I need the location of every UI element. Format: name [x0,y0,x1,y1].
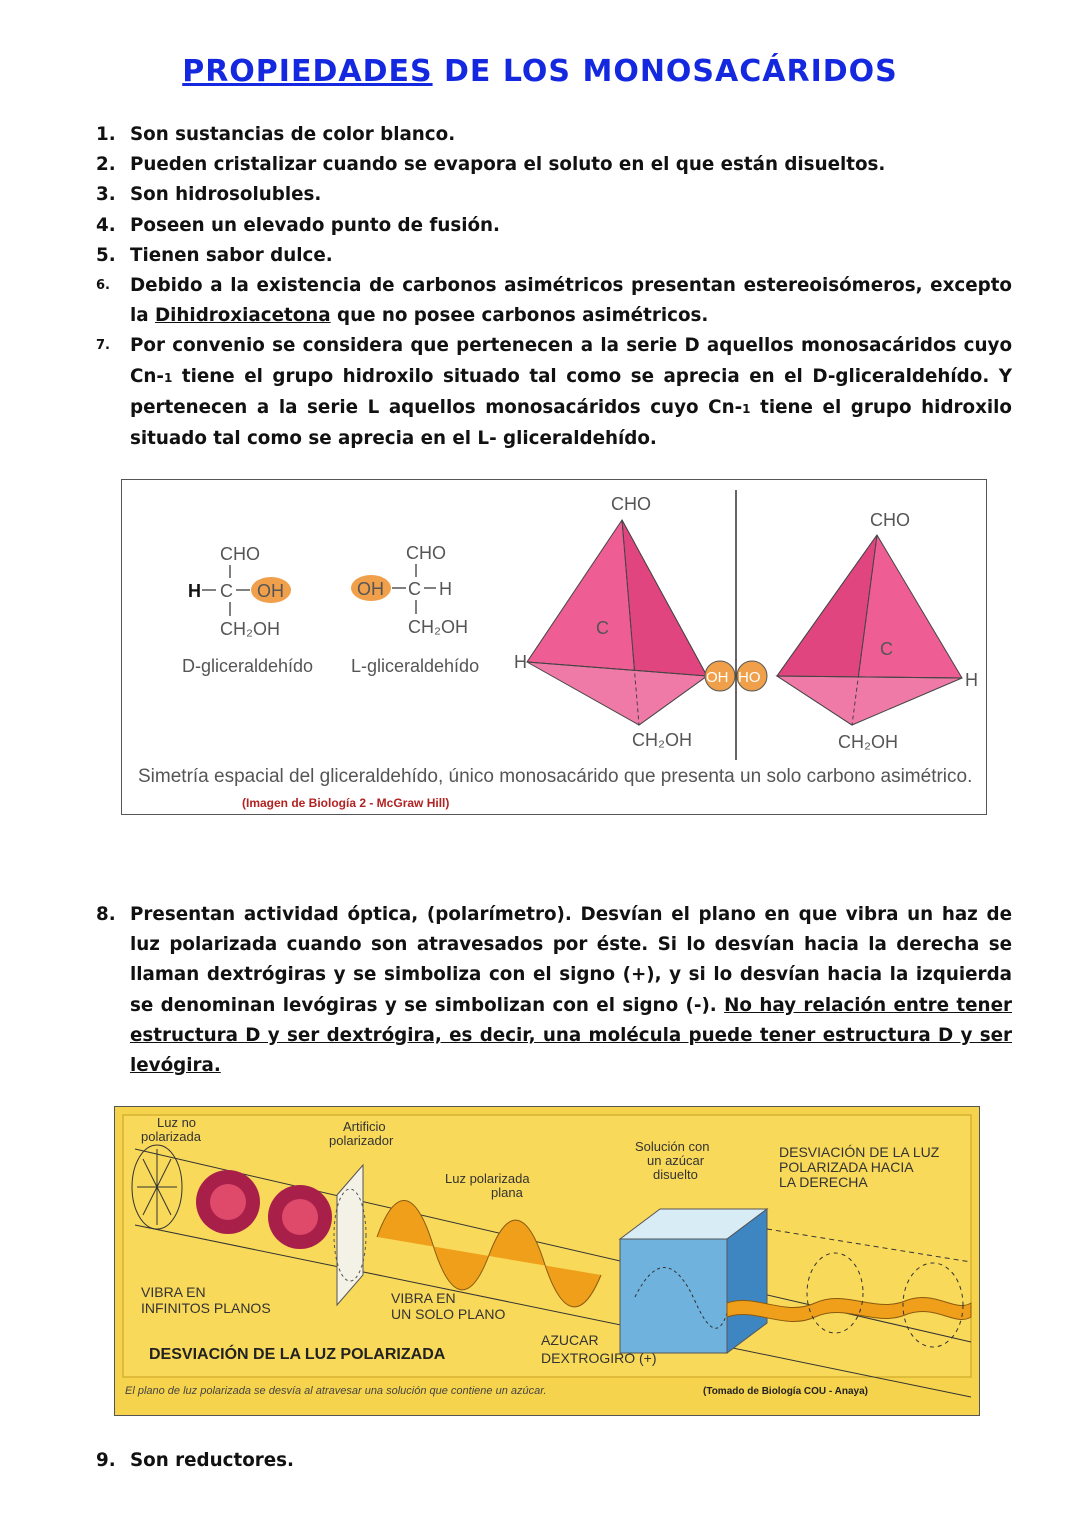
label-vibra-infinitos-1: VIBRA EN [141,1284,206,1300]
figure1-caption: Simetría espacial del gliceraldehído, único monosacárido que presenta un solo carbono asimétrico. [138,766,973,787]
figure2-heading: DESVIACIÓN DE LA LUZ POLARIZADA [149,1346,446,1363]
list-item: 1. Son sustancias de color blanco. [96,124,456,145]
figure2-caption: El plano de luz polarizada se desvía al atravesar una solución que contiene un azúcar. [125,1385,547,1397]
d-c-label: C [220,581,233,601]
polarized-light-diagram [115,1107,979,1415]
left-oh-text: OH [706,669,729,686]
figure2-credit: (Tomado de Biología COU - Anaya) [703,1386,869,1397]
label-desviacion-2: POLARIZADA HACIA [779,1159,914,1175]
list-item: 8. Presentan actividad óptica, (polarímetro). Desvían el plano en que vibra un haz de luz polarizada cuando son atravesados por éste. Si lo desvían hacia la derecha se llaman dextrógiras y se simboliza con el signo (+), y si lo desvían hacia la izquierda se denominan levógiras y se simbolizan con el signo (-). No hay relación entre tener estructura D y ser dextrógira, es decir, una molécula puede tener estructura D y ser levógira. [96,904,1012,1077]
polarized-light-figure [114,1106,980,1416]
l-oh-label: OH [357,579,384,599]
l-glyceraldehyde-label: L-gliceraldehído [351,656,480,676]
l-h-label: H [439,579,452,599]
list-item: 9. Son reductores. [96,1450,294,1471]
label-dextrogiro: DEXTROGIRO (+) [541,1350,657,1366]
label-luz-no: Luz no [157,1115,197,1130]
left-h-label: H [514,652,527,672]
label-desviacion-3: LA DERECHA [779,1174,868,1190]
label-un-azucar: un azúcar [647,1153,705,1168]
d-ch2oh-label: CH₂OH [220,619,280,639]
underlined-note: No hay relación entre tener estructura D y ser dextrógira, es decir, una molécula puede tener estructura D y ser levógira. [130,994,1012,1077]
right-ch2oh-label: CH₂OH [838,732,898,752]
label-azucar: AZUCAR [541,1332,599,1348]
list-item: 6. Debido a la existencia de carbonos asimétricos presentan estereoisómeros, excepto la Dihidroxiacetona que no posee carbonos asimétricos. [96,275,1012,327]
label-disuelto: disuelto [653,1167,698,1182]
list-item: 2. Pueden cristalizar cuando se evapora el soluto en el que están disueltos. [96,154,886,176]
label-vibra-uno-2: UN SOLO PLANO [391,1306,506,1322]
list-item: 7. Por convenio se considera que pertenecen a la serie D aquellos monosacáridos cuyo Cn-1 tiene el grupo hidroxilo situado tal como se aprecia en el D-gliceraldehído. Y pertenecen a la serie L aquellos monosacáridos cuyo Cn-1 tiene el grupo hidroxilo situado tal como se aprecia en el L- gliceraldehído. [96,335,1012,450]
glyceraldehyde-figure [121,479,987,815]
right-cho-label: CHO [870,510,910,530]
page-title: PROPIEDADES DE LOS MONOSACÁRIDOS [182,54,898,89]
label-polarizada: polarizada [141,1129,201,1144]
right-tetrahedron [777,535,962,725]
properties-list-middle [96,900,1012,1081]
label-artificio: Artificio [343,1119,386,1134]
right-c-label: C [880,639,893,659]
list-item: 5. Tienen sabor dulce. [96,244,333,266]
label-polarizador: polarizador [329,1133,394,1148]
dihidroxiacetona-term: Dihidroxiacetona [154,305,331,327]
label-luz-polarizada: Luz polarizada [445,1171,530,1186]
right-h-label: H [965,670,978,690]
left-ch2oh-label: CH₂OH [632,730,692,750]
d-cho-label: CHO [220,544,260,564]
label-vibra-uno-1: VIBRA EN [391,1290,456,1306]
right-ho-text: HO [738,669,761,686]
l-cho-label: CHO [406,543,446,563]
left-tetrahedron [527,520,707,725]
label-desviacion-1: DESVIACIÓN DE LA LUZ [779,1144,940,1160]
glyceraldehyde-diagram [122,480,986,814]
label-plana: plana [491,1185,523,1200]
d-glyceraldehyde-label: D-gliceraldehído [182,656,314,676]
left-cho-label: CHO [611,494,651,514]
l-c-label: C [408,579,421,599]
list-item: 3. Son hidrosolubles. [96,184,322,206]
properties-list-bottom [96,1446,1012,1476]
label-vibra-infinitos-2: INFINITOS PLANOS [141,1300,271,1316]
left-c-label: C [596,618,609,638]
list-item: 4. Poseen un elevado punto de fusión. [96,214,500,236]
d-oh-label: OH [257,581,284,601]
l-ch2oh-label: CH₂OH [408,617,468,637]
figure1-credit: (Imagen de Biología 2 - McGraw Hill) [242,796,450,810]
d-h-label: H [188,581,201,601]
label-solucion: Solución con [635,1139,710,1154]
properties-list-top [96,120,1012,454]
